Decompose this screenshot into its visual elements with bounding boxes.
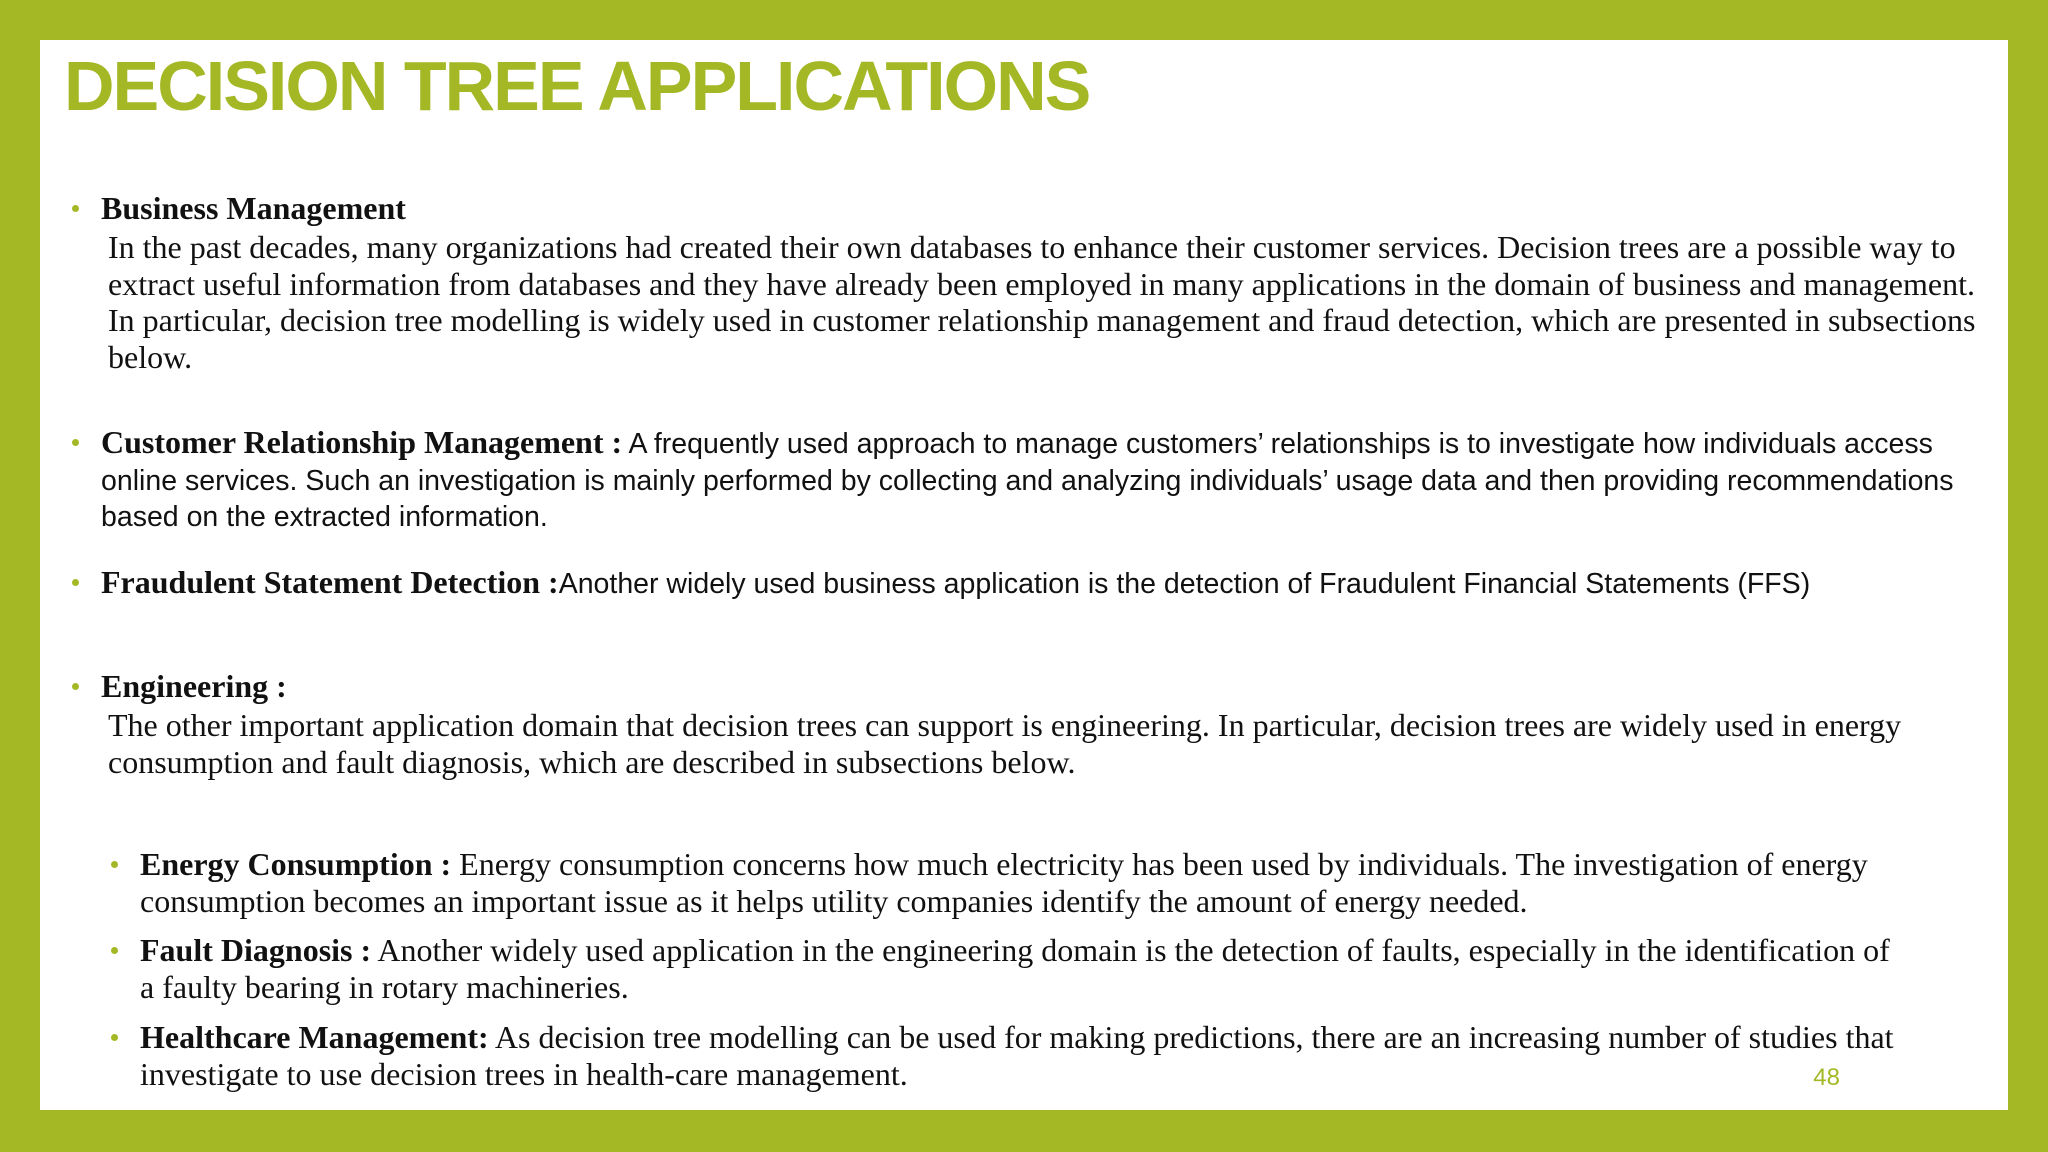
business-heading: Business Management — [101, 190, 406, 226]
bullet-icon — [72, 439, 79, 446]
engineering-body: The other important application domain that decision trees can support is engineering. In particular, decision trees are widely used in energy consumption and fault diagnosis, which are described in subsections below. — [108, 707, 1902, 780]
energy-heading: Energy Consumption : — [140, 846, 452, 882]
crm-paragraph — [101, 424, 2001, 536]
crm-body: A frequently used approach to manage customers’ relationships is to investigate how individuals access online services. Such an investigation is mainly performed by collecting and analyzing individuals’ usage data and then providing recommendations based on the extracted information. — [101, 428, 1954, 533]
engineering-heading: Engineering : — [101, 668, 287, 704]
slide — [40, 40, 2008, 1110]
healthcare-heading: Healthcare Management: — [140, 1019, 489, 1055]
healthcare-paragraph — [140, 1019, 2000, 1092]
bullet-icon — [72, 205, 79, 212]
fraud-paragraph — [101, 564, 1991, 603]
fault-body: Another widely used application in the engineering domain is the detection of faults, especially in the identification of a faulty bearing in rotary machineries. — [140, 932, 1890, 1005]
business-body: In the past decades, many organizations had created their own databases to enhance their customer services. Decision trees are a possible way to extract useful information from databases and they have already been employed in many applications in the domain of business and management. In particular, decision tree modelling is widely used in customer relationship management and fraud detection, which are presented in subsections below. — [108, 229, 1976, 375]
bullet-icon — [111, 861, 118, 868]
bullet-icon — [111, 1034, 118, 1041]
healthcare-body: As decision tree modelling can be used for making predictions, there are an increasing number of studies that investigate to use decision trees in health-care management. — [140, 1019, 1894, 1092]
page-number: 48 — [1813, 1064, 1840, 1091]
fraud-body: Another widely used business application is the detection of Fraudulent Financial Statements (FFS) — [558, 568, 1811, 600]
bullet-icon — [111, 947, 118, 954]
slide-title: DECISION TREE APPLICATIONS — [64, 47, 1090, 125]
fault-paragraph — [140, 932, 1900, 1005]
fraud-heading: Fraudulent Statement Detection : — [101, 564, 559, 600]
energy-body: Energy consumption concerns how much electricity has been used by individuals. The investigation of energy consumption becomes an important issue as it helps utility companies identify the amount of energy needed. — [140, 846, 1868, 919]
fault-heading: Fault Diagnosis : — [140, 932, 372, 968]
bullet-icon — [72, 579, 79, 586]
crm-heading: Customer Relationship Management : — [101, 424, 623, 460]
energy-paragraph — [140, 846, 2000, 919]
bullet-icon — [72, 683, 79, 690]
